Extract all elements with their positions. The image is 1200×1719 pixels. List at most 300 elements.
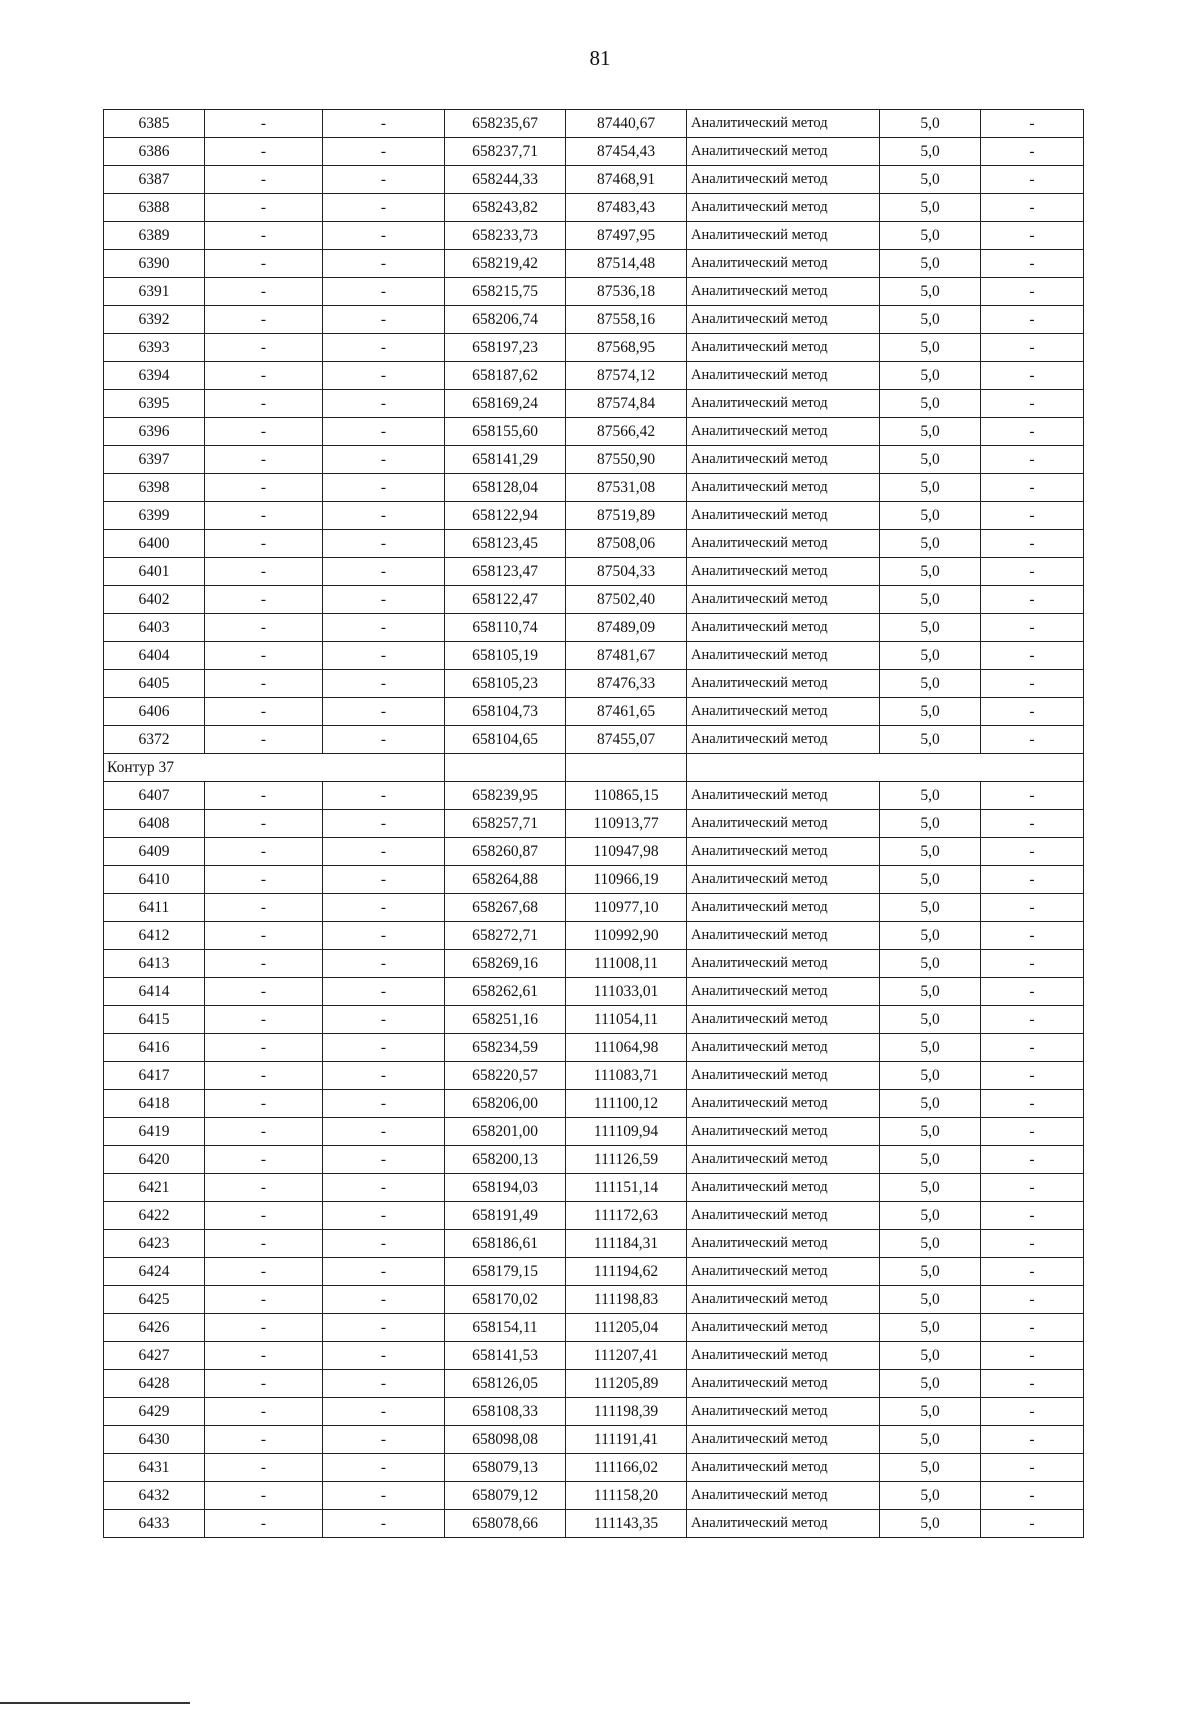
empty-column-3-cell: - <box>981 1510 1084 1538</box>
y-coordinate-cell: 110947,98 <box>566 838 687 866</box>
empty-column-3-cell: - <box>981 978 1084 1006</box>
table-row <box>104 950 1084 978</box>
point-number-cell: 6429 <box>104 1398 205 1426</box>
point-number-cell: 6412 <box>104 922 205 950</box>
method-cell: Аналитический метод <box>687 1146 880 1174</box>
table-row <box>104 530 1084 558</box>
x-coordinate-cell: 658220,57 <box>445 1062 566 1090</box>
y-coordinate-cell: 111126,59 <box>566 1146 687 1174</box>
y-coordinate-cell: 87497,95 <box>566 222 687 250</box>
empty-column-1-cell: - <box>205 1314 323 1342</box>
table-row <box>104 726 1084 754</box>
empty-column-1-cell: - <box>205 894 323 922</box>
point-number-cell: 6417 <box>104 1062 205 1090</box>
point-number-cell: 6419 <box>104 1118 205 1146</box>
table-row <box>104 614 1084 642</box>
empty-column-2-cell: - <box>323 1118 445 1146</box>
empty-column-3-cell: - <box>981 138 1084 166</box>
method-cell: Аналитический метод <box>687 362 880 390</box>
x-coordinate-cell: 658110,74 <box>445 614 566 642</box>
accuracy-cell: 5,0 <box>880 1006 981 1034</box>
y-coordinate-cell: 110977,10 <box>566 894 687 922</box>
y-coordinate-cell: 111109,94 <box>566 1118 687 1146</box>
empty-column-2-cell: - <box>323 334 445 362</box>
empty-column-3-cell: - <box>981 1006 1084 1034</box>
method-cell: Аналитический метод <box>687 1314 880 1342</box>
method-cell: Аналитический метод <box>687 166 880 194</box>
empty-column-1-cell: - <box>205 1398 323 1426</box>
y-coordinate-cell: 87468,91 <box>566 166 687 194</box>
accuracy-cell: 5,0 <box>880 1286 981 1314</box>
method-cell: Аналитический метод <box>687 250 880 278</box>
empty-column-2-cell: - <box>323 362 445 390</box>
table-row <box>104 1286 1084 1314</box>
table-row <box>104 922 1084 950</box>
empty-column-1-cell: - <box>205 950 323 978</box>
accuracy-cell: 5,0 <box>880 838 981 866</box>
empty-column-1-cell: - <box>205 1062 323 1090</box>
accuracy-cell: 5,0 <box>880 446 981 474</box>
y-coordinate-cell: 87566,42 <box>566 418 687 446</box>
point-number-cell: 6385 <box>104 110 205 138</box>
method-cell: Аналитический метод <box>687 418 880 446</box>
empty-column-2-cell: - <box>323 502 445 530</box>
empty-column-2-cell: - <box>323 894 445 922</box>
point-number-cell: 6413 <box>104 950 205 978</box>
empty-column-1-cell: - <box>205 1230 323 1258</box>
empty-column-1-cell: - <box>205 838 323 866</box>
empty-column-2-cell: - <box>323 418 445 446</box>
empty-column-2-cell: - <box>323 726 445 754</box>
empty-column-3-cell: - <box>981 250 1084 278</box>
empty-column-3-cell: - <box>981 1454 1084 1482</box>
empty-column-2-cell: - <box>323 194 445 222</box>
accuracy-cell: 5,0 <box>880 166 981 194</box>
x-coordinate-cell: 658206,00 <box>445 1090 566 1118</box>
accuracy-cell: 5,0 <box>880 866 981 894</box>
method-cell: Аналитический метод <box>687 1370 880 1398</box>
empty-column-2-cell: - <box>323 1006 445 1034</box>
empty-column-1-cell: - <box>205 810 323 838</box>
empty-column-1-cell: - <box>205 1258 323 1286</box>
table-row <box>104 110 1084 138</box>
empty-column-3-cell: - <box>981 362 1084 390</box>
method-cell: Аналитический метод <box>687 1230 880 1258</box>
accuracy-cell: 5,0 <box>880 502 981 530</box>
empty-column-3-cell: - <box>981 502 1084 530</box>
empty-column-2-cell: - <box>323 446 445 474</box>
table-row <box>104 474 1084 502</box>
method-cell: Аналитический метод <box>687 1342 880 1370</box>
point-number-cell: 6406 <box>104 698 205 726</box>
x-coordinate-cell: 658141,29 <box>445 446 566 474</box>
accuracy-cell: 5,0 <box>880 306 981 334</box>
empty-column-1-cell: - <box>205 614 323 642</box>
empty-column-3-cell: - <box>981 278 1084 306</box>
table-row <box>104 194 1084 222</box>
empty-column-3-cell: - <box>981 1370 1084 1398</box>
point-number-cell: 6390 <box>104 250 205 278</box>
y-coordinate-cell: 87508,06 <box>566 530 687 558</box>
empty-column-2-cell: - <box>323 614 445 642</box>
accuracy-cell: 5,0 <box>880 530 981 558</box>
empty-column-1-cell: - <box>205 110 323 138</box>
table-row <box>104 698 1084 726</box>
empty-column-3-cell: - <box>981 894 1084 922</box>
empty-column-2-cell: - <box>323 978 445 1006</box>
point-number-cell: 6395 <box>104 390 205 418</box>
empty-column-1-cell: - <box>205 558 323 586</box>
empty-column-3-cell: - <box>981 782 1084 810</box>
empty-column-3-cell: - <box>981 1202 1084 1230</box>
table-row <box>104 222 1084 250</box>
x-coordinate-cell: 658219,42 <box>445 250 566 278</box>
x-coordinate-cell: 658169,24 <box>445 390 566 418</box>
empty-column-2-cell: - <box>323 278 445 306</box>
method-cell: Аналитический метод <box>687 950 880 978</box>
empty-column-3-cell: - <box>981 670 1084 698</box>
table-row <box>104 418 1084 446</box>
x-coordinate-cell: 658123,45 <box>445 530 566 558</box>
accuracy-cell: 5,0 <box>880 278 981 306</box>
table-row <box>104 1314 1084 1342</box>
method-cell: Аналитический метод <box>687 1118 880 1146</box>
empty-column-1-cell: - <box>205 1286 323 1314</box>
empty-column-2-cell: - <box>323 110 445 138</box>
empty-column-3-cell: - <box>981 166 1084 194</box>
y-coordinate-cell: 111064,98 <box>566 1034 687 1062</box>
point-number-cell: 6402 <box>104 586 205 614</box>
method-cell: Аналитический метод <box>687 1286 880 1314</box>
accuracy-cell: 5,0 <box>880 1258 981 1286</box>
method-cell: Аналитический метод <box>687 390 880 418</box>
method-cell: Аналитический метод <box>687 558 880 586</box>
method-cell: Аналитический метод <box>687 838 880 866</box>
method-cell: Аналитический метод <box>687 614 880 642</box>
table-row <box>104 1006 1084 1034</box>
point-number-cell: 6432 <box>104 1482 205 1510</box>
empty-column-3-cell: - <box>981 1034 1084 1062</box>
empty-column-3-cell: - <box>981 698 1084 726</box>
empty-column-1-cell: - <box>205 418 323 446</box>
method-cell: Аналитический метод <box>687 1510 880 1538</box>
empty-column-1-cell: - <box>205 138 323 166</box>
y-coordinate-cell: 110966,19 <box>566 866 687 894</box>
empty-column-2-cell: - <box>323 250 445 278</box>
x-coordinate-cell: 658260,87 <box>445 838 566 866</box>
x-coordinate-cell: 658197,23 <box>445 334 566 362</box>
table-row <box>104 1482 1084 1510</box>
method-cell: Аналитический метод <box>687 642 880 670</box>
point-number-cell: 6415 <box>104 1006 205 1034</box>
accuracy-cell: 5,0 <box>880 642 981 670</box>
x-coordinate-cell: 658233,73 <box>445 222 566 250</box>
point-number-cell: 6414 <box>104 978 205 1006</box>
y-coordinate-cell: 111054,11 <box>566 1006 687 1034</box>
table-row <box>104 866 1084 894</box>
x-coordinate-cell: 658126,05 <box>445 1370 566 1398</box>
method-cell: Аналитический метод <box>687 782 880 810</box>
point-number-cell: 6394 <box>104 362 205 390</box>
x-coordinate-cell: 658194,03 <box>445 1174 566 1202</box>
empty-column-3-cell: - <box>981 866 1084 894</box>
accuracy-cell: 5,0 <box>880 1426 981 1454</box>
y-coordinate-cell: 87536,18 <box>566 278 687 306</box>
empty-column-2-cell: - <box>323 1426 445 1454</box>
empty-column-3-cell: - <box>981 726 1084 754</box>
point-number-cell: 6430 <box>104 1426 205 1454</box>
x-coordinate-cell: 658079,12 <box>445 1482 566 1510</box>
y-coordinate-cell: 87504,33 <box>566 558 687 586</box>
y-coordinate-cell: 87519,89 <box>566 502 687 530</box>
empty-column-2-cell: - <box>323 670 445 698</box>
accuracy-cell: 5,0 <box>880 334 981 362</box>
method-cell: Аналитический метод <box>687 138 880 166</box>
table-row <box>104 250 1084 278</box>
empty-column-3-cell: - <box>981 1146 1084 1174</box>
point-number-cell: 6397 <box>104 446 205 474</box>
x-coordinate-cell: 658267,68 <box>445 894 566 922</box>
point-number-cell: 6410 <box>104 866 205 894</box>
x-coordinate-cell: 658105,19 <box>445 642 566 670</box>
x-coordinate-cell: 658243,82 <box>445 194 566 222</box>
empty-column-3-cell: - <box>981 222 1084 250</box>
table-row <box>104 1258 1084 1286</box>
y-coordinate-cell: 111205,89 <box>566 1370 687 1398</box>
y-coordinate-cell: 87481,67 <box>566 642 687 670</box>
y-coordinate-cell: 87483,43 <box>566 194 687 222</box>
table-row <box>104 1426 1084 1454</box>
point-number-cell: 6393 <box>104 334 205 362</box>
accuracy-cell: 5,0 <box>880 1314 981 1342</box>
y-coordinate-cell: 87440,67 <box>566 110 687 138</box>
empty-column-1-cell: - <box>205 1342 323 1370</box>
point-number-cell: 6425 <box>104 1286 205 1314</box>
point-number-cell: 6399 <box>104 502 205 530</box>
y-coordinate-cell: 111205,04 <box>566 1314 687 1342</box>
table-row <box>104 1398 1084 1426</box>
y-coordinate-cell: 87502,40 <box>566 586 687 614</box>
x-coordinate-cell: 658215,75 <box>445 278 566 306</box>
table-row <box>104 138 1084 166</box>
empty-column-3-cell: - <box>981 194 1084 222</box>
empty-column-1-cell: - <box>205 250 323 278</box>
y-coordinate-cell: 111083,71 <box>566 1062 687 1090</box>
section-row <box>104 754 1084 782</box>
accuracy-cell: 5,0 <box>880 362 981 390</box>
method-cell: Аналитический метод <box>687 810 880 838</box>
method-cell: Аналитический метод <box>687 222 880 250</box>
y-coordinate-cell: 87558,16 <box>566 306 687 334</box>
y-coordinate-cell: 111184,31 <box>566 1230 687 1258</box>
accuracy-cell: 5,0 <box>880 138 981 166</box>
table-row <box>104 894 1084 922</box>
empty-column-3-cell: - <box>981 530 1084 558</box>
empty-column-2-cell: - <box>323 530 445 558</box>
accuracy-cell: 5,0 <box>880 586 981 614</box>
empty-column-1-cell: - <box>205 1118 323 1146</box>
accuracy-cell: 5,0 <box>880 1342 981 1370</box>
empty-column-1-cell: - <box>205 474 323 502</box>
point-number-cell: 6411 <box>104 894 205 922</box>
point-number-cell: 6433 <box>104 1510 205 1538</box>
empty-column-2-cell: - <box>323 1398 445 1426</box>
accuracy-cell: 5,0 <box>880 1174 981 1202</box>
point-number-cell: 6403 <box>104 614 205 642</box>
x-coordinate-cell: 658098,08 <box>445 1426 566 1454</box>
empty-column-1-cell: - <box>205 334 323 362</box>
point-number-cell: 6421 <box>104 1174 205 1202</box>
point-number-cell: 6431 <box>104 1454 205 1482</box>
y-coordinate-cell: 87461,65 <box>566 698 687 726</box>
empty-column-2-cell: - <box>323 558 445 586</box>
empty-column-3-cell: - <box>981 1314 1084 1342</box>
method-cell: Аналитический метод <box>687 1454 880 1482</box>
point-number-cell: 6387 <box>104 166 205 194</box>
table-row <box>104 810 1084 838</box>
empty-column-2-cell: - <box>323 1258 445 1286</box>
y-coordinate-cell: 111033,01 <box>566 978 687 1006</box>
point-number-cell: 6426 <box>104 1314 205 1342</box>
x-coordinate-cell: 658108,33 <box>445 1398 566 1426</box>
empty-column-1-cell: - <box>205 1090 323 1118</box>
table-row <box>104 1118 1084 1146</box>
accuracy-cell: 5,0 <box>880 894 981 922</box>
empty-column-1-cell: - <box>205 278 323 306</box>
accuracy-cell: 5,0 <box>880 726 981 754</box>
table-row <box>104 166 1084 194</box>
x-coordinate-cell: 658262,61 <box>445 978 566 1006</box>
point-number-cell: 6398 <box>104 474 205 502</box>
y-coordinate-cell: 87574,12 <box>566 362 687 390</box>
x-coordinate-cell: 658155,60 <box>445 418 566 446</box>
empty-column-3-cell: - <box>981 418 1084 446</box>
empty-column-3-cell: - <box>981 1286 1084 1314</box>
y-coordinate-cell: 111151,14 <box>566 1174 687 1202</box>
coordinates-table-body <box>104 110 1084 1538</box>
empty-column-1-cell: - <box>205 782 323 810</box>
accuracy-cell: 5,0 <box>880 1482 981 1510</box>
empty-column-2-cell: - <box>323 166 445 194</box>
empty-cell <box>445 754 566 782</box>
method-cell: Аналитический метод <box>687 1062 880 1090</box>
table-row <box>104 334 1084 362</box>
method-cell: Аналитический метод <box>687 502 880 530</box>
empty-column-1-cell: - <box>205 502 323 530</box>
method-cell: Аналитический метод <box>687 1006 880 1034</box>
point-number-cell: 6422 <box>104 1202 205 1230</box>
method-cell: Аналитический метод <box>687 1426 880 1454</box>
x-coordinate-cell: 658235,67 <box>445 110 566 138</box>
table-row <box>104 390 1084 418</box>
point-number-cell: 6409 <box>104 838 205 866</box>
empty-column-3-cell: - <box>981 1090 1084 1118</box>
y-coordinate-cell: 110865,15 <box>566 782 687 810</box>
y-coordinate-cell: 111166,02 <box>566 1454 687 1482</box>
empty-column-3-cell: - <box>981 586 1084 614</box>
empty-column-1-cell: - <box>205 1426 323 1454</box>
y-coordinate-cell: 111172,63 <box>566 1202 687 1230</box>
table-row <box>104 1230 1084 1258</box>
y-coordinate-cell: 110913,77 <box>566 810 687 838</box>
empty-column-2-cell: - <box>323 922 445 950</box>
method-cell: Аналитический метод <box>687 726 880 754</box>
accuracy-cell: 5,0 <box>880 222 981 250</box>
point-number-cell: 6392 <box>104 306 205 334</box>
y-coordinate-cell: 111143,35 <box>566 1510 687 1538</box>
empty-column-1-cell: - <box>205 1174 323 1202</box>
empty-column-1-cell: - <box>205 530 323 558</box>
empty-column-1-cell: - <box>205 222 323 250</box>
y-coordinate-cell: 87574,84 <box>566 390 687 418</box>
method-cell: Аналитический метод <box>687 1482 880 1510</box>
empty-column-2-cell: - <box>323 222 445 250</box>
accuracy-cell: 5,0 <box>880 194 981 222</box>
empty-column-3-cell: - <box>981 446 1084 474</box>
empty-column-1-cell: - <box>205 1370 323 1398</box>
bottom-rule <box>0 1702 190 1704</box>
point-number-cell: 6372 <box>104 726 205 754</box>
empty-column-2-cell: - <box>323 1230 445 1258</box>
x-coordinate-cell: 658179,15 <box>445 1258 566 1286</box>
accuracy-cell: 5,0 <box>880 698 981 726</box>
method-cell: Аналитический метод <box>687 978 880 1006</box>
x-coordinate-cell: 658239,95 <box>445 782 566 810</box>
empty-column-3-cell: - <box>981 110 1084 138</box>
y-coordinate-cell: 87514,48 <box>566 250 687 278</box>
x-coordinate-cell: 658206,74 <box>445 306 566 334</box>
method-cell: Аналитический метод <box>687 1034 880 1062</box>
empty-column-3-cell: - <box>981 1482 1084 1510</box>
table-row <box>104 1342 1084 1370</box>
accuracy-cell: 5,0 <box>880 1062 981 1090</box>
point-number-cell: 6420 <box>104 1146 205 1174</box>
accuracy-cell: 5,0 <box>880 418 981 446</box>
empty-column-2-cell: - <box>323 838 445 866</box>
empty-column-2-cell: - <box>323 1034 445 1062</box>
empty-column-1-cell: - <box>205 698 323 726</box>
x-coordinate-cell: 658170,02 <box>445 1286 566 1314</box>
x-coordinate-cell: 658104,65 <box>445 726 566 754</box>
method-cell: Аналитический метод <box>687 446 880 474</box>
empty-column-2-cell: - <box>323 1454 445 1482</box>
empty-column-1-cell: - <box>205 978 323 1006</box>
x-coordinate-cell: 658105,23 <box>445 670 566 698</box>
method-cell: Аналитический метод <box>687 334 880 362</box>
empty-cell <box>566 754 687 782</box>
method-cell: Аналитический метод <box>687 530 880 558</box>
method-cell: Аналитический метод <box>687 866 880 894</box>
accuracy-cell: 5,0 <box>880 950 981 978</box>
empty-column-1-cell: - <box>205 1006 323 1034</box>
empty-column-3-cell: - <box>981 1062 1084 1090</box>
empty-column-3-cell: - <box>981 838 1084 866</box>
table-row <box>104 782 1084 810</box>
y-coordinate-cell: 111008,11 <box>566 950 687 978</box>
point-number-cell: 6407 <box>104 782 205 810</box>
accuracy-cell: 5,0 <box>880 1146 981 1174</box>
empty-column-2-cell: - <box>323 866 445 894</box>
empty-column-2-cell: - <box>323 1342 445 1370</box>
empty-column-3-cell: - <box>981 558 1084 586</box>
empty-column-3-cell: - <box>981 1426 1084 1454</box>
empty-column-1-cell: - <box>205 726 323 754</box>
point-number-cell: 6391 <box>104 278 205 306</box>
method-cell: Аналитический метод <box>687 110 880 138</box>
accuracy-cell: 5,0 <box>880 782 981 810</box>
empty-column-3-cell: - <box>981 1230 1084 1258</box>
x-coordinate-cell: 658078,66 <box>445 1510 566 1538</box>
